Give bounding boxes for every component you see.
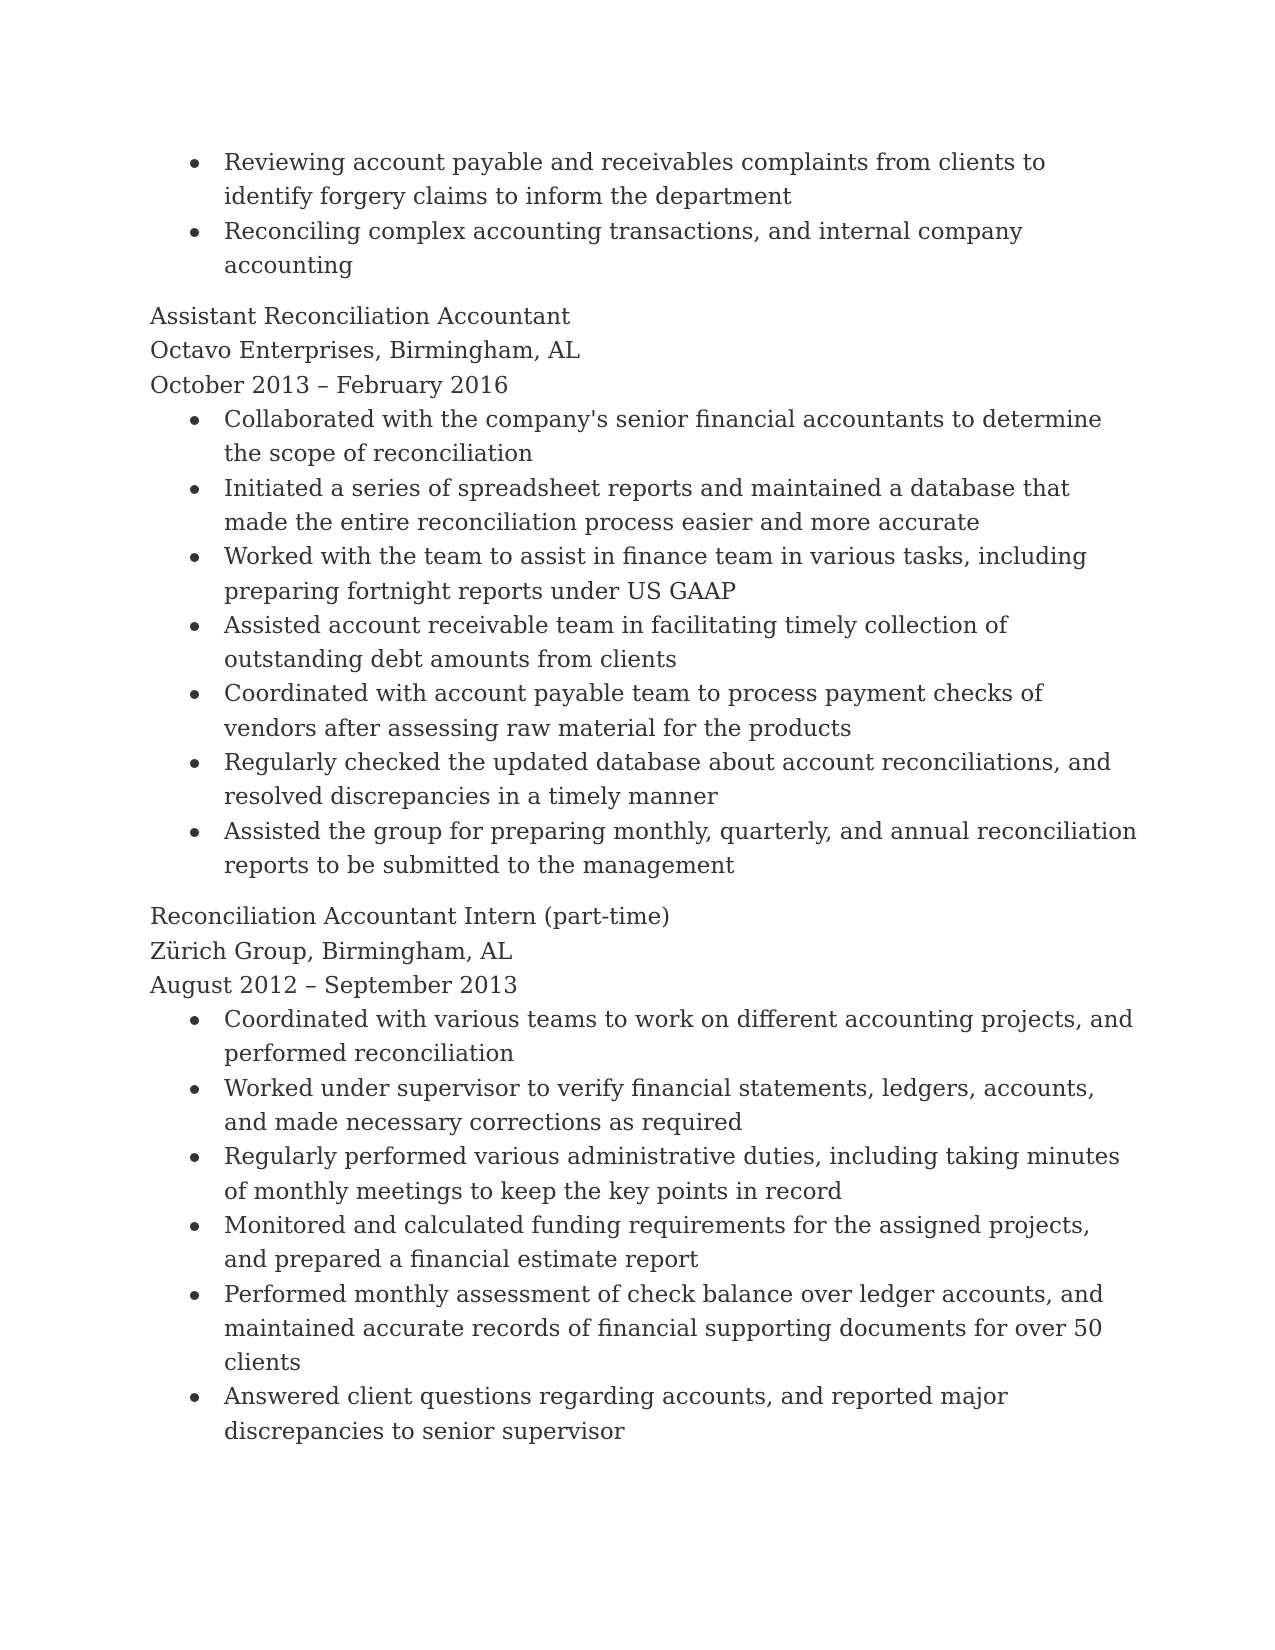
bullet-item: Regularly checked the updated database about account reconciliations, and resolved discrepancies in a timely manner bbox=[150, 746, 1140, 815]
job-title: Assistant Reconciliation Accountant bbox=[150, 304, 571, 331]
bullet-item: Monitored and calculated funding requirements for the assigned projects, and prepared a financial estimate report bbox=[150, 1209, 1140, 1278]
responsibility-list bbox=[150, 403, 1140, 883]
bullet-item: Assisted the group for preparing monthly, quarterly, and annual reconciliation reports to be submitted to the management bbox=[150, 815, 1140, 884]
continued-bullet-list bbox=[150, 146, 1140, 283]
experience-entry-octavo bbox=[150, 300, 1140, 883]
bullet-item: Worked under supervisor to verify financial statements, ledgers, accounts, and made necessary corrections as required bbox=[150, 1072, 1140, 1141]
bullet-item: Reviewing account payable and receivables complaints from clients to identify forgery claims to inform the department bbox=[150, 146, 1140, 215]
bullet-item: Initiated a series of spreadsheet reports and maintained a database that made the entire reconciliation process easier and more accurate bbox=[150, 472, 1140, 541]
bullet-item: Assisted account receivable team in facilitating timely collection of outstanding debt amounts from clients bbox=[150, 609, 1140, 678]
company-location: Zürich Group, Birmingham, AL bbox=[150, 938, 513, 965]
bullet-item: Reconciling complex accounting transactions, and internal company accounting bbox=[150, 215, 1140, 284]
bullet-item: Collaborated with the company's senior financial accountants to determine the scope of reconciliation bbox=[150, 403, 1140, 472]
bullet-item: Coordinated with various teams to work on different accounting projects, and performed reconciliation bbox=[150, 1003, 1140, 1072]
bullet-item: Performed monthly assessment of check balance over ledger accounts, and maintained accurate records of financial supporting documents for over 50 clients bbox=[150, 1278, 1140, 1381]
employment-dates: August 2012 – September 2013 bbox=[150, 972, 518, 999]
bullet-item: Answered client questions regarding accounts, and reported major discrepancies to senior supervisor bbox=[150, 1380, 1140, 1449]
resume-page bbox=[150, 146, 1140, 1449]
job-title: Reconciliation Accountant Intern (part-time) bbox=[150, 904, 671, 931]
responsibility-list bbox=[150, 1003, 1140, 1449]
employment-dates: October 2013 – February 2016 bbox=[150, 372, 509, 399]
bullet-item: Worked with the team to assist in finance team in various tasks, including preparing fortnight reports under US GAAP bbox=[150, 540, 1140, 609]
bullet-item: Regularly performed various administrative duties, including taking minutes of monthly meetings to keep the key points in record bbox=[150, 1140, 1140, 1209]
company-location: Octavo Enterprises, Birmingham, AL bbox=[150, 338, 581, 365]
experience-entry-zurich bbox=[150, 900, 1140, 1449]
bullet-item: Coordinated with account payable team to process payment checks of vendors after assessing raw material for the products bbox=[150, 677, 1140, 746]
